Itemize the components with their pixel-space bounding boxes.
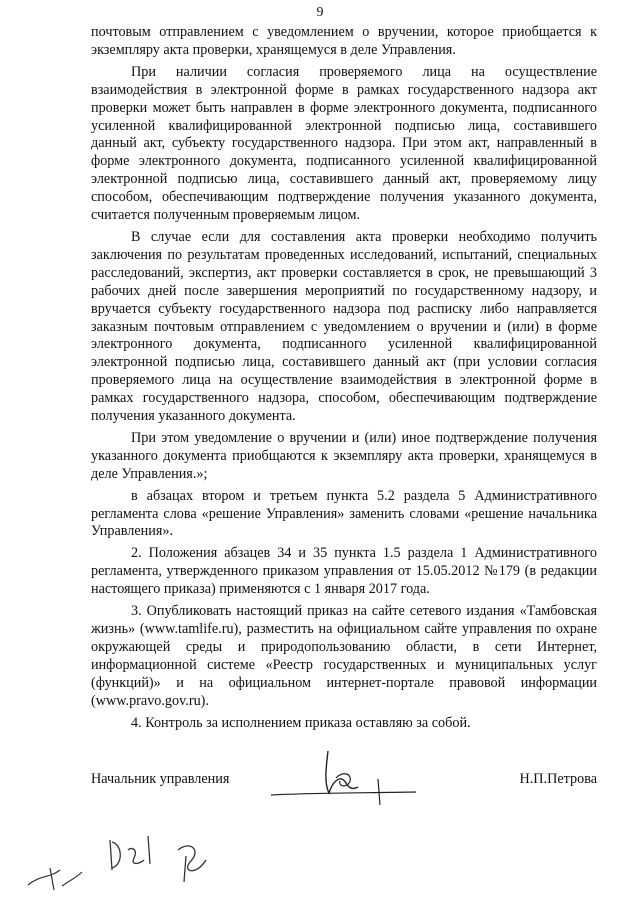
paragraph: 3. Опубликовать настоящий приказ на сайте сетевого издания «Тамбовская жизнь» (www.tamlife.ru), разместить на официальном сайте управления по охране окружающей среды и природопользованию области, в сети Интернет, информационной системе «Реестр государственных и муниципальных услуг (функций)» и на официальном интернет-портале правовой информации (www.pravo.gov.ru). <box>91 603 597 709</box>
paragraph: почтовым отправлением с уведомлением о вручении, которое приобщается к экземпляру акта проверки, хранящемуся в деле Управления. <box>91 24 597 58</box>
paragraph: При этом уведомление о вручении и (или) иное подтверждение получения указанного документа приобщаются к экземпляру акта проверки, хранящемуся в деле Управления.»; <box>91 429 597 482</box>
paragraph: 2. Положения абзацев 34 и 35 пункта 1.5 раздела 1 Административного регламента, утвержденного приказом управления от 15.05.2012 №179 (в редакции настоящего приказа) применяются с 1 января 2017 года. <box>91 545 597 598</box>
page-number: 9 <box>316 5 324 20</box>
signatory-name: Н.П.Петрова <box>519 771 597 787</box>
document-body <box>91 24 597 736</box>
paragraph: в абзацах втором и третьем пункта 5.2 раздела 5 Административного регламента слова «решение Управления» заменить словами «решение начальника Управления». <box>91 487 597 540</box>
paragraph: В случае если для составления акта проверки необходимо получить заключения по результатам проведенных исследований, испытаний, специальных расследований, экспертиз, акт проверки составляется в срок, не превышающий 3 рабочих дней после завершения мероприятий по государственному надзору, и вручается субъекту государственного надзора под расписку либо направляется заказным почтовым отправлением с уведомлением о вручении и (или) в форме электронного документа, подписанного усиленной квалифицированной электронной подписью лица, составившего данный акт (при условии согласия проверяемого лица на осуществление взаимодействия в электронной форме в рамках государственного надзора, способом, обеспечивающим подтверждение получения указанного документа. <box>91 228 597 425</box>
paragraph: 4. Контроль за исполнением приказа оставляю за собой. <box>131 714 471 731</box>
signature-block <box>91 768 597 808</box>
handwritten-marks <box>20 820 220 900</box>
signatory-title: Начальник управления <box>91 771 230 787</box>
handwritten-signature <box>266 743 426 813</box>
paragraph: При наличии согласия проверяемого лица на осуществление взаимодействия в электронной форме в рамках государственного надзора акт проверки может быть направлен в форме электронного документа, подписанного усиленной квалифицированной электронной подписью лица, составившего данный акт, субъекту государственного надзора. При этом акт, направленный в форме электронного документа, подписанного усиленной квалифицированной электронной подписью лица, составившего данный акт, проверяемому лицу способом, обеспечивающим подтверждение получения указанного документа, считается полученным проверяемым лицом. <box>91 63 597 224</box>
